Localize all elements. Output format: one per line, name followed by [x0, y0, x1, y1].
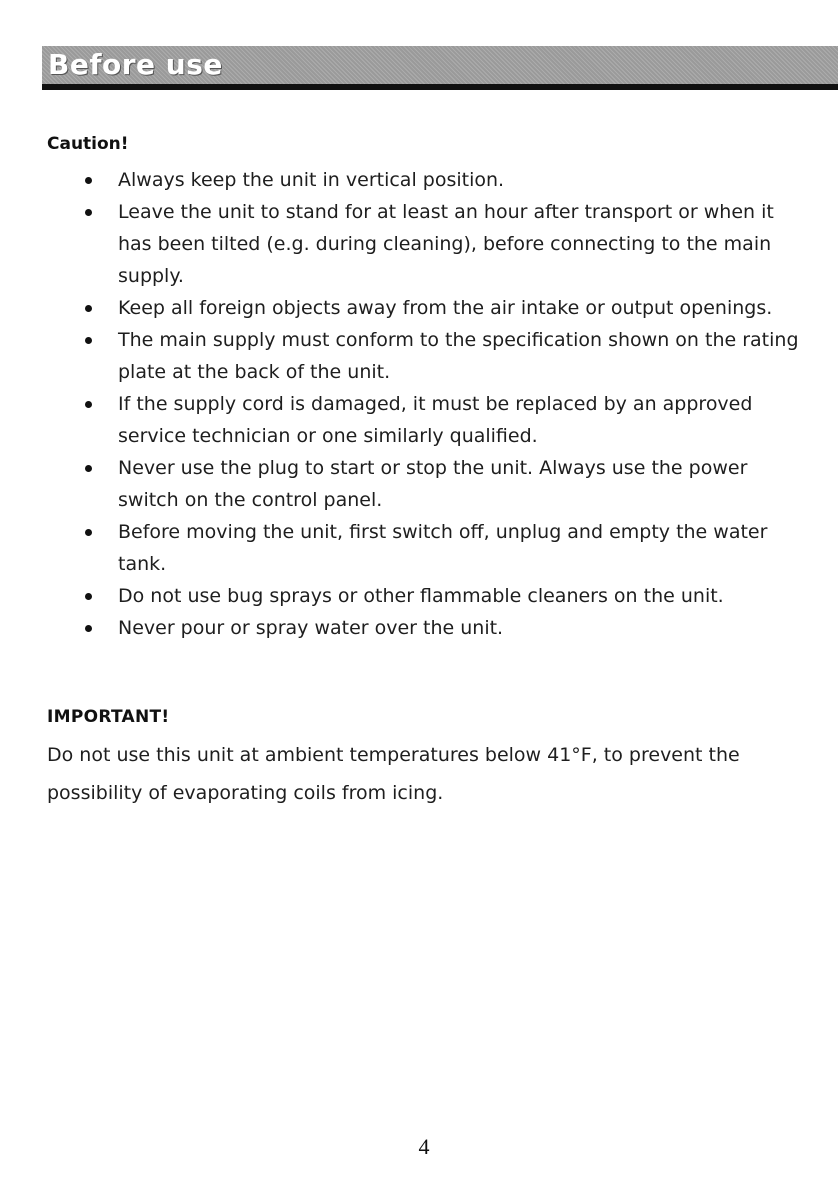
caution-item-text: Never pour or spray water over the unit.: [118, 617, 504, 639]
important-text: Do not use this unit at ambient temperatures below 41°F, to prevent the possibility of evaporating coils from icing.: [47, 744, 740, 804]
caution-item-bug-sprays: [48, 580, 808, 612]
caution-item-main-supply-spec: [48, 324, 808, 388]
caution-item-plug-usage: [48, 452, 808, 516]
section-header-rule: [42, 84, 838, 90]
bullet-icon: [85, 625, 92, 632]
caution-item-text: Keep all foreign objects away from the air intake or output openings.: [118, 297, 773, 319]
caution-item-text: Before moving the unit, first switch off, unplug and empty the water tank.: [118, 521, 768, 575]
bullet-icon: [85, 401, 92, 408]
caution-heading: Caution!: [47, 134, 129, 154]
section-title: Before use: [48, 48, 223, 81]
bullet-icon: [85, 465, 92, 472]
section-header-band: [42, 46, 838, 84]
important-heading: IMPORTANT!: [47, 707, 170, 727]
bullet-icon: [85, 337, 92, 344]
caution-item-moving-unit: [48, 516, 808, 580]
caution-item-text: Do not use bug sprays or other flammable cleaners on the unit.: [118, 585, 724, 607]
bullet-icon: [85, 529, 92, 536]
caution-item-text: Never use the plug to start or stop the unit. Always use the power switch on the control panel.: [118, 457, 748, 511]
caution-item-vertical-position: [48, 164, 808, 196]
caution-item-stand-after-transport: [48, 196, 808, 292]
caution-item-text: The main supply must conform to the specification shown on the rating plate at the back of the unit.: [118, 329, 799, 383]
bullet-icon: [85, 177, 92, 184]
caution-item-text: Always keep the unit in vertical position.: [118, 169, 505, 191]
page-number: 4: [418, 1134, 430, 1159]
caution-item-water: [48, 612, 808, 644]
bullet-icon: [85, 305, 92, 312]
bullet-icon: [85, 209, 92, 216]
caution-item-text: If the supply cord is damaged, it must be replaced by an approved service technician or one similarly qualified.: [118, 393, 753, 447]
caution-item-damaged-cord: [48, 388, 808, 452]
caution-item-foreign-objects: [48, 292, 808, 324]
caution-list: [48, 164, 808, 644]
bullet-icon: [85, 593, 92, 600]
caution-item-text: Leave the unit to stand for at least an hour after transport or when it has been tilted (e.g. during cleaning), before connecting to the main supply.: [118, 201, 774, 287]
